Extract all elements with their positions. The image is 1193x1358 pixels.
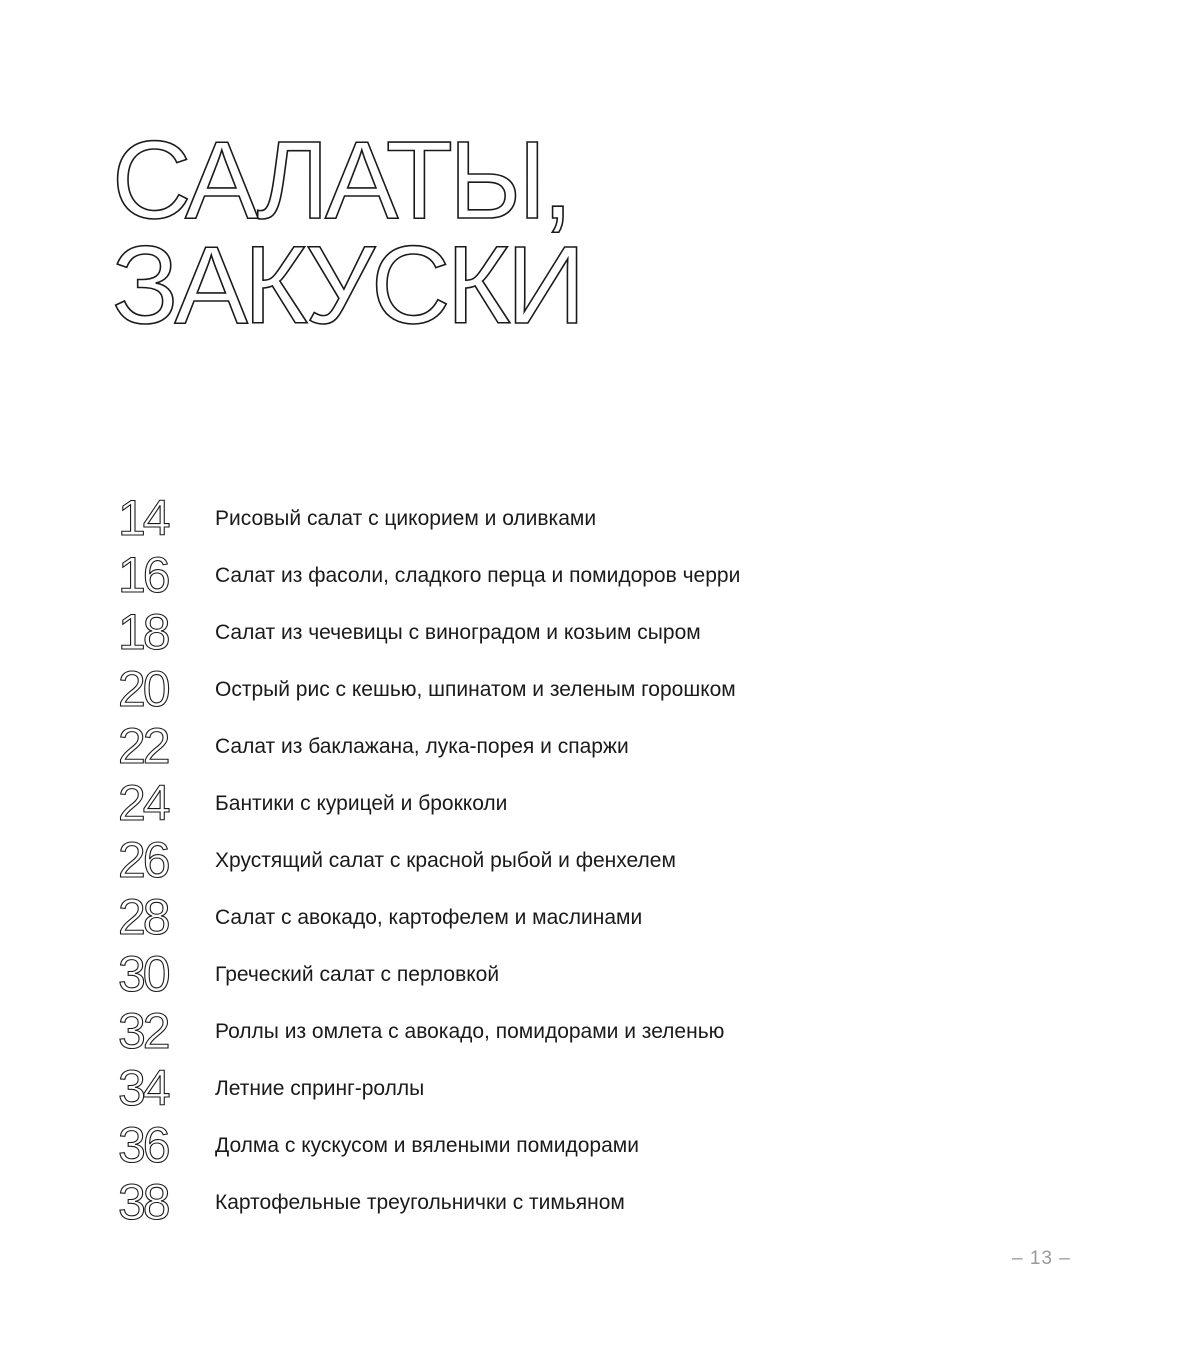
toc-recipe-title: Летние спринг-роллы: [215, 1077, 425, 1100]
toc-page-number: 14: [118, 490, 168, 546]
toc-page-number: 26: [118, 832, 168, 888]
toc-page-number: 22: [118, 718, 168, 774]
toc-entry[interactable]: [118, 661, 1018, 718]
toc-recipe-title: Роллы из омлета с авокадо, помидорами и зеленью: [215, 1020, 725, 1043]
toc-page-number: 30: [118, 946, 168, 1002]
toc-page-number: 18: [118, 604, 168, 660]
toc-page-number: 38: [118, 1174, 168, 1230]
toc-recipe-title: Рисовый салат с цикорием и оливками: [215, 507, 597, 530]
toc-page-number: 16: [118, 547, 168, 603]
toc-recipe-title: Салат из чечевицы с виноградом и козьим сыром: [215, 621, 701, 644]
table-of-contents: [118, 490, 1018, 1231]
section-title-line-2: ЗАКУСКИ: [112, 224, 582, 347]
toc-entry[interactable]: [118, 946, 1018, 1003]
toc-entry[interactable]: [118, 718, 1018, 775]
toc-page-number: 28: [118, 889, 168, 945]
toc-page-number: 34: [118, 1060, 168, 1116]
toc-recipe-title: Бантики с курицей и брокколи: [215, 792, 508, 815]
toc-recipe-title: Салат с авокадо, картофелем и маслинами: [215, 906, 643, 929]
section-title-line-1: САЛАТЫ,: [112, 119, 569, 242]
toc-entry[interactable]: [118, 547, 1018, 604]
toc-entry[interactable]: [118, 1003, 1018, 1060]
toc-entry[interactable]: [118, 490, 1018, 547]
toc-entry[interactable]: [118, 889, 1018, 946]
toc-entry[interactable]: [118, 1060, 1018, 1117]
toc-entry[interactable]: [118, 775, 1018, 832]
toc-recipe-title: Долма с кускусом и вялеными помидорами: [215, 1134, 639, 1157]
toc-entry[interactable]: [118, 1174, 1018, 1231]
toc-recipe-title: Салат из фасоли, сладкого перца и помидоров черри: [215, 564, 741, 587]
toc-page-number: 36: [118, 1117, 168, 1173]
toc-entry[interactable]: [118, 604, 1018, 661]
page-number: – 13 –: [1012, 1248, 1071, 1269]
toc-recipe-title: Хрустящий салат с красной рыбой и фенхелем: [215, 849, 676, 872]
toc-entry[interactable]: [118, 1117, 1018, 1174]
toc-recipe-title: Греческий салат с перловкой: [215, 963, 500, 986]
toc-entry[interactable]: [118, 832, 1018, 889]
section-title: [112, 119, 582, 347]
toc-page-number: 32: [118, 1003, 168, 1059]
toc-recipe-title: Острый рис с кешью, шпинатом и зеленым горошком: [215, 678, 736, 701]
toc-recipe-title: Салат из баклажана, лука-порея и спаржи: [215, 735, 629, 758]
toc-page-number: 24: [118, 775, 168, 831]
toc-page-number: 20: [118, 661, 168, 717]
toc-recipe-title: Картофельные треугольнички с тимьяном: [215, 1191, 625, 1214]
